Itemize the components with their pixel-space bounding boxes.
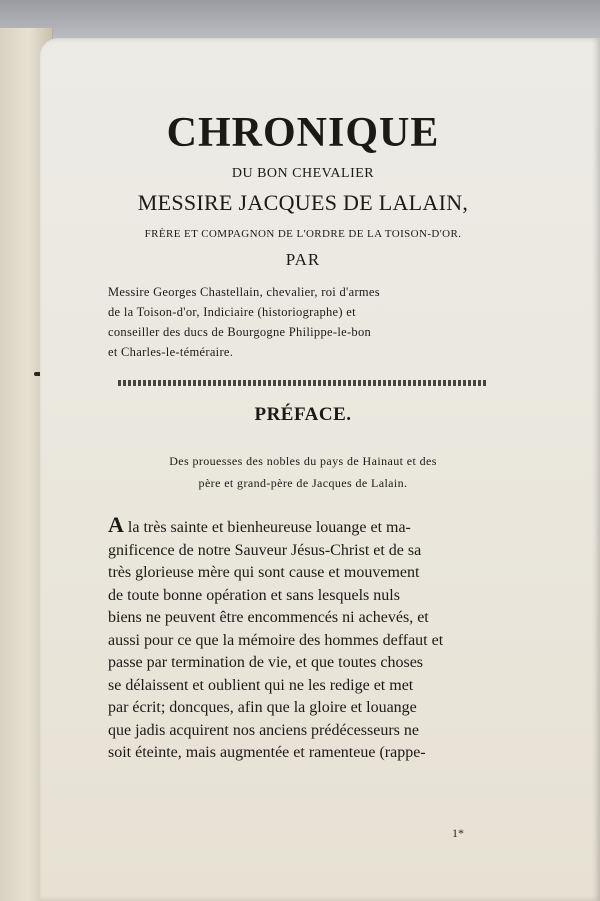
dropcap: A [108, 512, 124, 538]
page-content [108, 110, 498, 765]
summary-line: Des prouesses des nobles du pays de Hainaut et des [169, 454, 437, 469]
body-line: passe par termination de vie, et que toutes choses [108, 654, 424, 672]
body-line: gnificence de notre Sauveur Jésus-Christ et de sa [108, 541, 422, 559]
subtitle-line-1: DU BON CHEVALIER [231, 166, 375, 182]
author-line: de la Toison-d'or, Indiciaire (historiographe) et [108, 305, 356, 320]
body-line: par écrit; doncques, afin que la gloire et louange [108, 699, 417, 717]
decorative-rule [118, 380, 488, 386]
body-line: que jadis acquirent nos anciens prédécesseurs ne [108, 721, 419, 739]
body-line: soit éteinte, mais augmentée et ramenteue (rappe- [108, 744, 426, 762]
author-line: Messire Georges Chastellain, chevalier, roi d'armes [108, 285, 380, 300]
subtitle-line-2: MESSIRE JACQUES DE LALAIN, [137, 190, 469, 216]
signature-mark: 1* [452, 826, 464, 840]
author-block [108, 282, 498, 362]
section-title: PRÉFACE. [254, 404, 352, 426]
document-title: CHRONIQUE [166, 110, 440, 156]
body-line: aussi pour ce que la mémoire des hommes deffaut et [108, 631, 444, 649]
body-line: de toute bonne opération et sans lesquels nuls [108, 586, 400, 604]
body-line: très glorieuse mère qui sont cause et mouvement [108, 564, 420, 582]
subtitle-line-3: FRÈRE ET COMPAGNON DE L'ORDRE DE LA TOISON-D'OR. [144, 228, 462, 241]
body-line: biens ne peuvent être encommencés ni achevés, et [108, 609, 429, 627]
body-line-first [108, 514, 503, 540]
body-text [108, 514, 503, 765]
section-summary [108, 450, 498, 494]
summary-line: père et grand-père de Jacques de Lalain. [198, 476, 408, 491]
body-line: se délaissent et oublient qui ne les redige et met [108, 676, 414, 694]
by-line: PAR [285, 250, 321, 270]
author-line: conseiller des ducs de Bourgogne Philippe-le-bon [108, 325, 372, 340]
body-line-first-rest: la très sainte et bienheureuse louange et ma- [123, 519, 411, 537]
author-line: et Charles-le-téméraire. [108, 345, 234, 360]
